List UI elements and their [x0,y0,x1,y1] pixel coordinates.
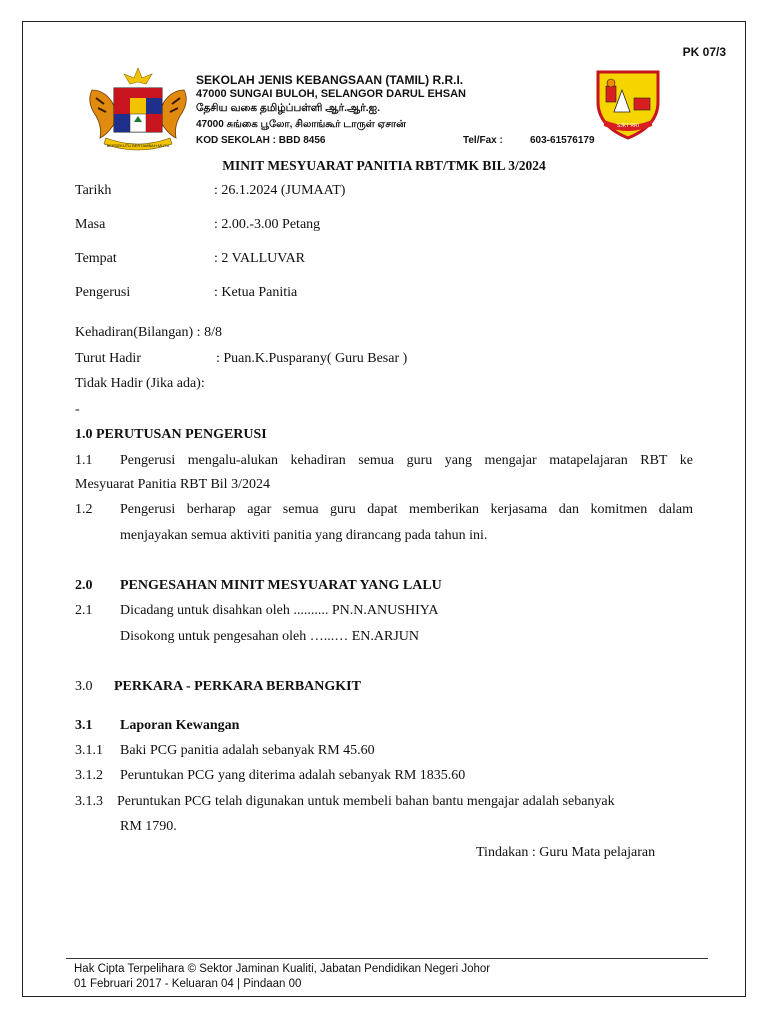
tidak-hadir-label: Tidak Hadir (Jika ada): [75,376,205,391]
svg-text:BERSEKUTU BERTAMBAH MUTU: BERSEKUTU BERTAMBAH MUTU [106,143,170,148]
telfax-value: 603-61576179 [530,135,595,146]
subsection-3-1-number: 3.1 [75,718,93,733]
item-3-1-3-text: Peruntukan PCG telah digunakan untuk membeli bahan bantu mengajar adalah sebanyak [117,794,615,809]
item-1-2-line2: menjayakan semua aktiviti panitia yang dirancang pada tahun ini. [120,528,488,543]
school-address: 47000 SUNGAI BULOH, SELANGOR DARUL EHSAN [196,88,466,100]
svg-text:SJKT RRI: SJKT RRI [616,123,640,129]
item-3-1-2-text: Peruntukan PCG yang diterima adalah sebanyak RM 1835.60 [120,768,466,783]
subsection-3-1-heading: Laporan Kewangan [120,718,240,733]
turut-hadir-value: : Puan.K.Pusparany( Guru Besar ) [216,351,408,366]
item-2-1-number: 2.1 [75,603,93,618]
school-name-tamil: தேசிய வகை தமிழ்ப்பள்ளி ஆர்.ஆர்.ஐ. [196,102,381,114]
tidak-hadir-dash: - [75,402,80,417]
info-label-tempat: Tempat [75,251,117,266]
item-1-2-number: 1.2 [75,502,93,517]
item-3-1-1-number: 3.1.1 [75,743,103,758]
item-1-1-line1: Pengerusi mengalu-alukan kehadiran semua guru yang mengajar matapelajaran RBT ke [120,453,693,468]
section2-number: 2.0 [75,578,93,593]
info-value-tempat: : 2 VALLUVAR [214,251,306,266]
section2-heading: PENGESAHAN MINIT MESYUARAT YANG LALU [120,578,442,593]
item-3-1-1-text: Baki PCG panitia adalah sebanyak RM 45.60 [120,743,375,758]
info-label-masa: Masa [75,217,106,232]
info-value-pengerusi: : Ketua Panitia [214,285,298,300]
footer-divider [66,958,708,959]
info-value-masa: : 2.00.-3.00 Petang [214,217,321,232]
section3-heading: PERKARA - PERKARA BERBANGKIT [114,679,361,694]
telfax-label: Tel/Fax : [463,135,503,146]
item-3-1-2-number: 3.1.2 [75,768,103,783]
page-title: MINIT MESYUARAT PANITIA RBT/TMK BIL 3/2024 [222,158,546,173]
footer-copyright: Hak Cipta Terpelihara © Sektor Jaminan Kualiti, Jabatan Pendidikan Negeri Johor [74,963,491,975]
item-1-2-line1: Pengerusi berharap agar semua guru dapat memberikan kerjasama dan komitmen dalam [120,502,693,517]
school-shield-logo [592,68,664,140]
item-3-1-3-number: 3.1.3 [75,794,103,809]
turut-hadir-label: Turut Hadir [75,351,141,366]
item-1-1-number: 1.1 [75,453,93,468]
section3-number: 3.0 [75,679,93,694]
tindakan-note: Tindakan : Guru Mata pelajaran [476,845,656,860]
item-1-1-line2: Mesyuarat Panitia RBT Bil 3/2024 [75,477,270,492]
school-address-tamil: 47000 சுங்கை பூலோ, சிலாங்கூர் டாருள் ஏசான் [196,119,406,130]
kehadiran-line: Kehadiran(Bilangan) : 8/8 [75,325,222,340]
item-2-1-line2: Disokong untuk pengesahan oleh …...… EN.ARJUN [120,629,420,644]
footer-revision: 01 Februari 2017 - Keluaran 04 | Pindaan 00 [74,978,302,990]
info-label-tarikh: Tarikh [75,183,112,198]
malaysia-crest-logo [84,64,192,156]
item-2-1-line1: Dicadang untuk disahkan oleh .......... PN.N.ANUSHIYA [120,603,439,618]
item-3-1-3-text-continued: RM 1790. [120,819,177,834]
section1-heading: 1.0 PERUTUSAN PENGERUSI [75,427,267,442]
info-value-tarikh: : 26.1.2024 (JUMAAT) [214,183,346,198]
info-label-pengerusi: Pengerusi [75,285,131,300]
document-code: PK 07/3 [682,45,726,59]
school-name: SEKOLAH JENIS KEBANGSAAN (TAMIL) R.R.I. [196,73,464,87]
school-code: KOD SEKOLAH : BBD 8456 [196,135,326,146]
